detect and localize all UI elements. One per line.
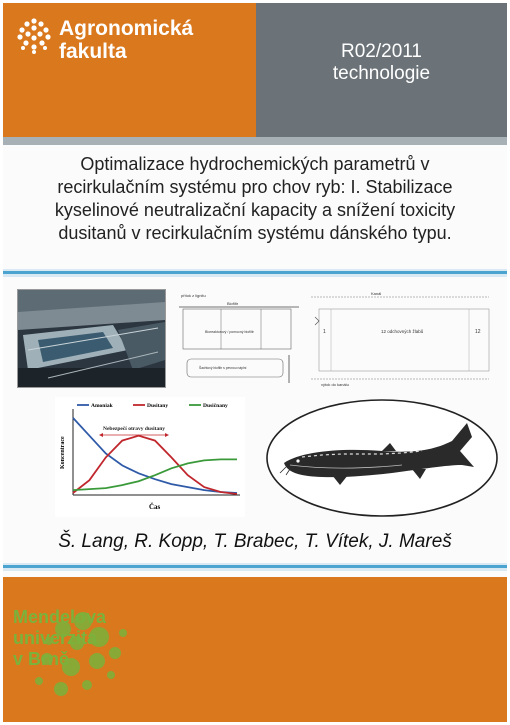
document-page: [3, 3, 507, 722]
authors: Š. Lang, R. Kopp, T. Brabec, T. Vítek, J. Mareš: [58, 531, 452, 552]
chart-legend: [77, 403, 228, 409]
document-title: Optimalizace hydrochemických parametrů v recirkulačním systému pro chov ryb: I. Stabilizace kyselinové neutralizační kapacity a snížení toxicity dusitanů v recirkulačním systému dánského typu.: [54, 154, 456, 243]
university-line-1: Mendelova: [13, 607, 107, 627]
faculty-logo-icon: [15, 17, 53, 55]
report-code: R02/2011: [341, 41, 422, 62]
sturgeon-illustration: [262, 393, 502, 523]
diagram-tank-number-1: 1: [323, 329, 326, 335]
chart-legend-label-0: Amoniak: [91, 403, 113, 409]
diagram-label-bioreactor: Bioreaktorový / pomocný biofiltr: [205, 330, 254, 334]
header-divider: [3, 137, 507, 145]
chart-legend-label-2: Dusičnany: [203, 403, 228, 409]
university-name: [13, 607, 106, 670]
report-code-block: [256, 41, 507, 85]
diagram-label-shaft: Šachtový biofiltr s pevnou náplní: [199, 366, 247, 370]
diagram-inflow-label: přítok z lignitu: [181, 293, 206, 298]
diagram-tank-number-12: 12: [475, 329, 481, 335]
report-category: technologie: [332, 63, 431, 84]
fish-farm-photo: [17, 289, 166, 388]
university-line-2: univerzita: [13, 628, 98, 648]
concentration-chart: [55, 397, 245, 517]
chart-annotation: [99, 426, 169, 437]
blue-divider-bottom: [3, 563, 507, 571]
university-line-3: v Brně: [13, 649, 70, 669]
blue-divider-top: [3, 269, 507, 277]
diagram-label-biofiltr: Biofiltr: [227, 301, 239, 306]
chart-legend-label-1: Dusitany: [147, 403, 169, 409]
footer-university-panel: [3, 577, 507, 722]
chart-y-label: Koncentrace: [60, 436, 66, 469]
chart-x-label: Čas: [149, 503, 161, 511]
system-diagram: [171, 287, 493, 391]
header-code-panel: [256, 3, 507, 137]
diagram-tanks-label: 12 odchovných žlabů: [381, 329, 424, 334]
diagram-canal-label: Kanál: [371, 291, 382, 296]
faculty-name: Agronomická fakulta: [59, 17, 194, 63]
header-faculty-panel: [3, 3, 256, 137]
chart-annotation-text: Nebezpečí otravy dusitany: [103, 426, 166, 432]
diagram-outflow-label: výtok do kanálu: [321, 382, 349, 387]
